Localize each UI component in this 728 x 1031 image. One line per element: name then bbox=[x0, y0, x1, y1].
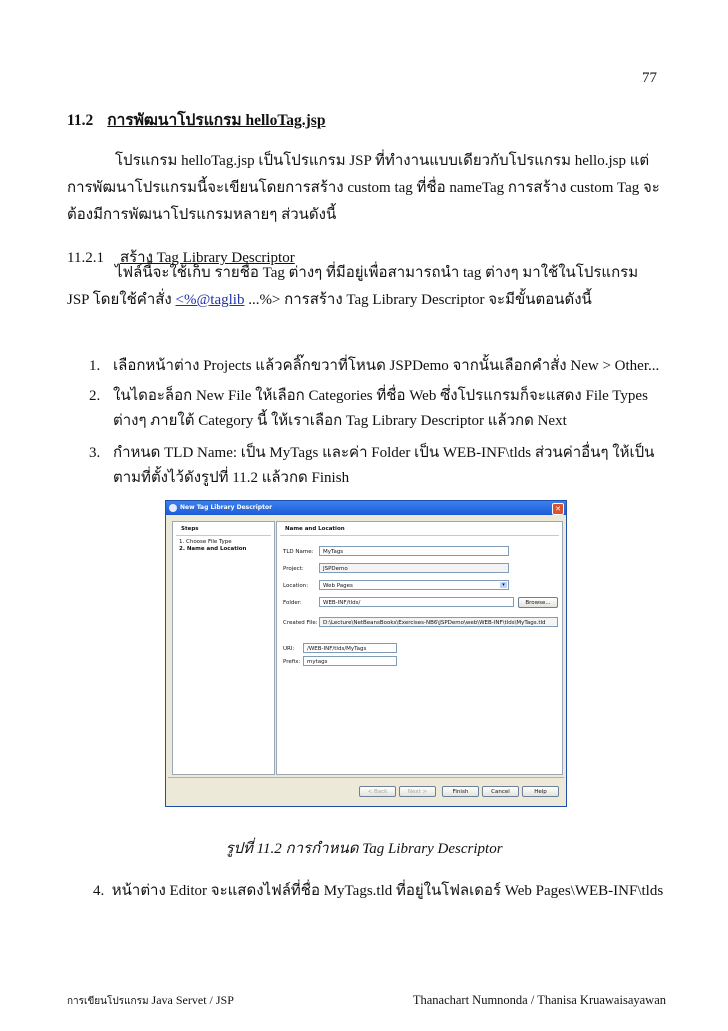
uri-label: URI: bbox=[283, 646, 295, 652]
browse-button[interactable]: Browse... bbox=[518, 597, 558, 608]
list-item bbox=[89, 441, 663, 491]
step-text: กำหนด TLD Name: เป็น MyTags และค่า Folder เป็น WEB-INF\tlds ส่วนค่าอื่นๆ ให้เป็นตามที่ตั้งไว้ดังรูปที่ 11.2 แล้วกด Finish bbox=[113, 445, 655, 486]
subsection-title: สร้าง Tag Library Descriptor bbox=[119, 250, 295, 266]
prefix-label: Prefix: bbox=[283, 659, 301, 665]
step-4 bbox=[93, 878, 663, 902]
location-value: Web Pages bbox=[323, 583, 353, 589]
section-heading bbox=[67, 107, 325, 132]
prefix-input[interactable]: mytags bbox=[303, 656, 397, 666]
footer-left bbox=[67, 993, 234, 1009]
step-number: 2. bbox=[89, 388, 101, 404]
step-number: 3. bbox=[89, 445, 101, 461]
steps-pane bbox=[172, 521, 275, 775]
folder-input[interactable]: WEB-INF/tlds/ bbox=[319, 597, 514, 607]
sub-paragraph-text-a: ไฟล์นี้จะใช้เก็บ รายชื่อ Tag ต่างๆ ที่มีอยู่เพื่อสามารถนำ tag ต่างๆ มาใช้ในโปรแกรม JSP โดยใช้คำสั่ง bbox=[67, 265, 639, 308]
section-number: 11.2 bbox=[67, 112, 94, 129]
step-text: ในไดอะล็อก New File ให้เลือก Categories ที่ชื่อ Web ซึ่งโปรแกรมก็จะแสดง File Types ต่างๆ ภายใต้ Category นี้ ให้เราเลือก Tag Library Descriptor แล้วกด Next bbox=[113, 388, 648, 429]
close-icon[interactable]: ✕ bbox=[552, 503, 564, 515]
created-file-field: D:\Lecture\NetBeansBooks\Exercises-NB6\JSPDemo\web\WEB-INF\tlds\MyTags.tld bbox=[319, 617, 558, 627]
project-label: Project: bbox=[283, 566, 304, 572]
sub-paragraph-text-b: ...%> การสร้าง Tag Library Descriptor จะมีขั้นตอนดังนี้ bbox=[244, 292, 592, 308]
steps-list bbox=[67, 354, 663, 491]
footer-left-thai: การเขียนโปรแกรม bbox=[67, 996, 149, 1007]
step-number: 4. bbox=[93, 883, 105, 899]
main-header: Name and Location bbox=[280, 522, 559, 536]
help-button[interactable]: Help bbox=[522, 786, 559, 797]
step-text: เลือกหน้าต่าง Projects แล้วคลิ๊กขวาที่โหนด JSPDemo จากนั้นเลือกคำสั่ง New > Other... bbox=[113, 358, 660, 374]
taglib-link[interactable] bbox=[176, 292, 245, 308]
netbeans-icon bbox=[169, 504, 177, 512]
finish-button[interactable]: Finish bbox=[442, 786, 479, 797]
step-choose-file-type: 1. Choose File Type bbox=[179, 539, 232, 545]
new-tag-library-dialog bbox=[165, 500, 567, 807]
list-item bbox=[89, 354, 663, 379]
folder-label: Folder: bbox=[283, 600, 302, 606]
next-button[interactable]: Next > bbox=[399, 786, 436, 797]
footer-left-en: Java Servet / JSP bbox=[148, 993, 234, 1007]
list-item bbox=[89, 384, 663, 434]
step-name-and-location: 2. Name and Location bbox=[179, 546, 247, 552]
footer-right: Thanachart Numnonda / Thanisa Kruawaisayawan bbox=[412, 993, 666, 1007]
section-title: การพัฒนาโปรแกรม helloTag.jsp bbox=[107, 112, 326, 129]
intro-paragraph: โปรแกรม helloTag.jsp เป็นโปรแกรม JSP ที่ทำงานแบบเดียวกับโปรแกรม hello.jsp แต่การพัฒนาโปรแกรมนี้จะเขียนโดยการสร้าง custom tag ที่ชื่อ nameTag การสร้าง custom Tag จะต้องมีการพัฒนาโปรแกรมหลายๆ ส่วนดังนี้ bbox=[67, 153, 660, 223]
dialog-titlebar bbox=[166, 501, 566, 515]
project-field: JSPDemo bbox=[319, 563, 509, 573]
step-number: 1. bbox=[89, 358, 101, 374]
location-select[interactable] bbox=[319, 580, 509, 590]
page-number: 77 bbox=[642, 70, 657, 86]
created-file-label: Created File: bbox=[283, 620, 318, 626]
name-location-pane bbox=[276, 521, 563, 775]
taglib-link-open: < bbox=[175, 292, 184, 308]
figure-caption: รูปที่ 11.2 การกำหนด Tag Library Descriptor bbox=[225, 841, 503, 857]
dialog-title: New Tag Library Descriptor bbox=[180, 504, 273, 511]
chevron-down-icon[interactable]: ▾ bbox=[500, 582, 507, 588]
cancel-button[interactable]: Cancel bbox=[482, 786, 519, 797]
tld-name-input[interactable]: MyTags bbox=[319, 546, 509, 556]
taglib-link-text: %@taglib bbox=[183, 292, 245, 308]
back-button[interactable]: < Back bbox=[359, 786, 396, 797]
dialog-divider bbox=[168, 777, 564, 778]
sub-paragraph bbox=[67, 260, 663, 314]
steps-header: Steps bbox=[176, 522, 271, 536]
subsection-number: 11.2.1 bbox=[67, 250, 104, 266]
uri-input[interactable]: /WEB-INF/tlds/MyTags bbox=[303, 643, 397, 653]
step-text: หน้าต่าง Editor จะแสดงไฟล์ที่ชื่อ MyTags.tld ที่อยู่ในโฟลเดอร์ Web Pages\WEB-INF\tlds bbox=[111, 883, 664, 899]
location-label: Location: bbox=[283, 583, 309, 589]
tld-name-label: TLD Name: bbox=[283, 549, 314, 555]
